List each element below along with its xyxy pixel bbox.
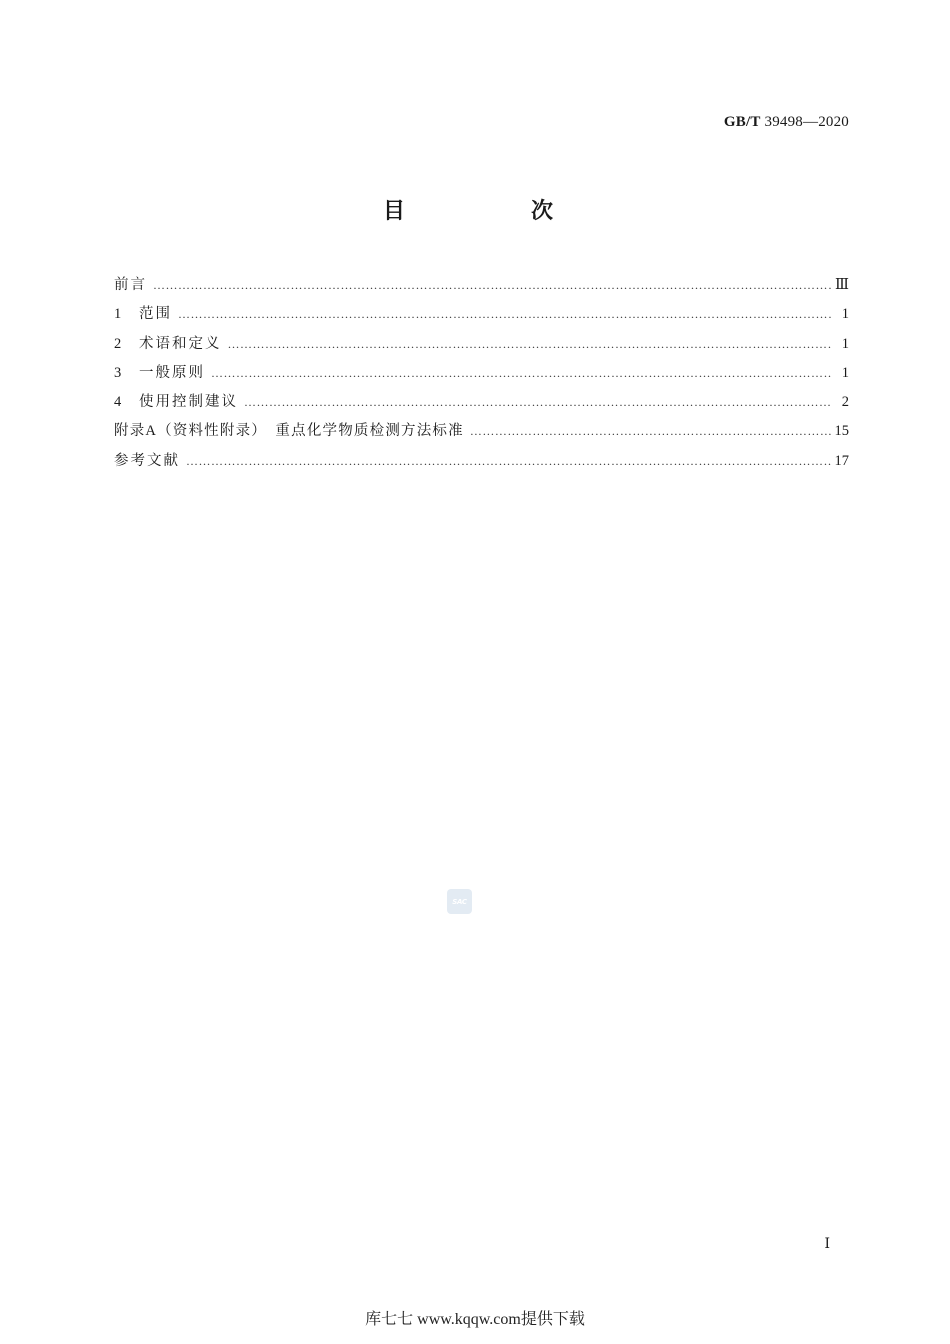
toc-entry-scope[interactable] (114, 302, 849, 331)
toc-entry-page: 1 (841, 364, 849, 381)
dot-leader (228, 337, 832, 352)
toc-entry-page: 15 (834, 423, 849, 440)
dot-leader (244, 395, 831, 410)
dot-leader (186, 454, 831, 469)
toc-entry-title: 前言 (114, 277, 147, 293)
toc-entry-usage-control[interactable] (114, 390, 849, 419)
dot-leader (211, 366, 831, 381)
toc-entry-page: Ⅲ (835, 277, 849, 293)
toc-entry-terms[interactable] (114, 332, 849, 361)
table-of-contents (114, 273, 849, 478)
toc-entry-page: 17 (834, 452, 849, 469)
toc-entry-bibliography[interactable] (114, 449, 849, 478)
toc-entry-number: 3 (114, 364, 122, 381)
toc-entry-page: 1 (841, 335, 849, 352)
toc-entry-general-principles[interactable] (114, 361, 849, 390)
page-number: Ⅰ (824, 1237, 830, 1252)
dot-leader (153, 278, 831, 293)
page-title: 目 次 (382, 199, 605, 224)
toc-entry-title: 范围 (139, 306, 172, 323)
toc-entry-title: 一般原则 (139, 364, 205, 381)
standard-number (724, 114, 849, 131)
toc-entry-title: 附录A（资料性附录） 重点化学物质检测方法标准 (114, 423, 464, 440)
toc-entry-page: 1 (841, 306, 849, 323)
toc-entry-number: 1 (114, 306, 122, 323)
standard-prefix: GB/T (723, 114, 761, 130)
dot-leader (470, 424, 831, 439)
download-credit: 库七七 www.kqqw.com提供下载 (365, 1311, 585, 1328)
toc-entry-page: 2 (841, 394, 849, 411)
sac-watermark-logo: SAC (447, 889, 472, 914)
standard-code: 39498—2020 (764, 114, 849, 130)
dot-leader (178, 307, 831, 322)
toc-entry-title: 使用控制建议 (139, 394, 238, 411)
toc-entry-number: 2 (114, 335, 122, 352)
toc-entry-annex-a[interactable] (114, 419, 849, 448)
toc-entry-number: 4 (114, 394, 122, 411)
toc-entry-title: 术语和定义 (139, 335, 222, 352)
toc-entry-foreword[interactable] (114, 273, 849, 302)
toc-entry-title: 参考文献 (114, 452, 180, 469)
